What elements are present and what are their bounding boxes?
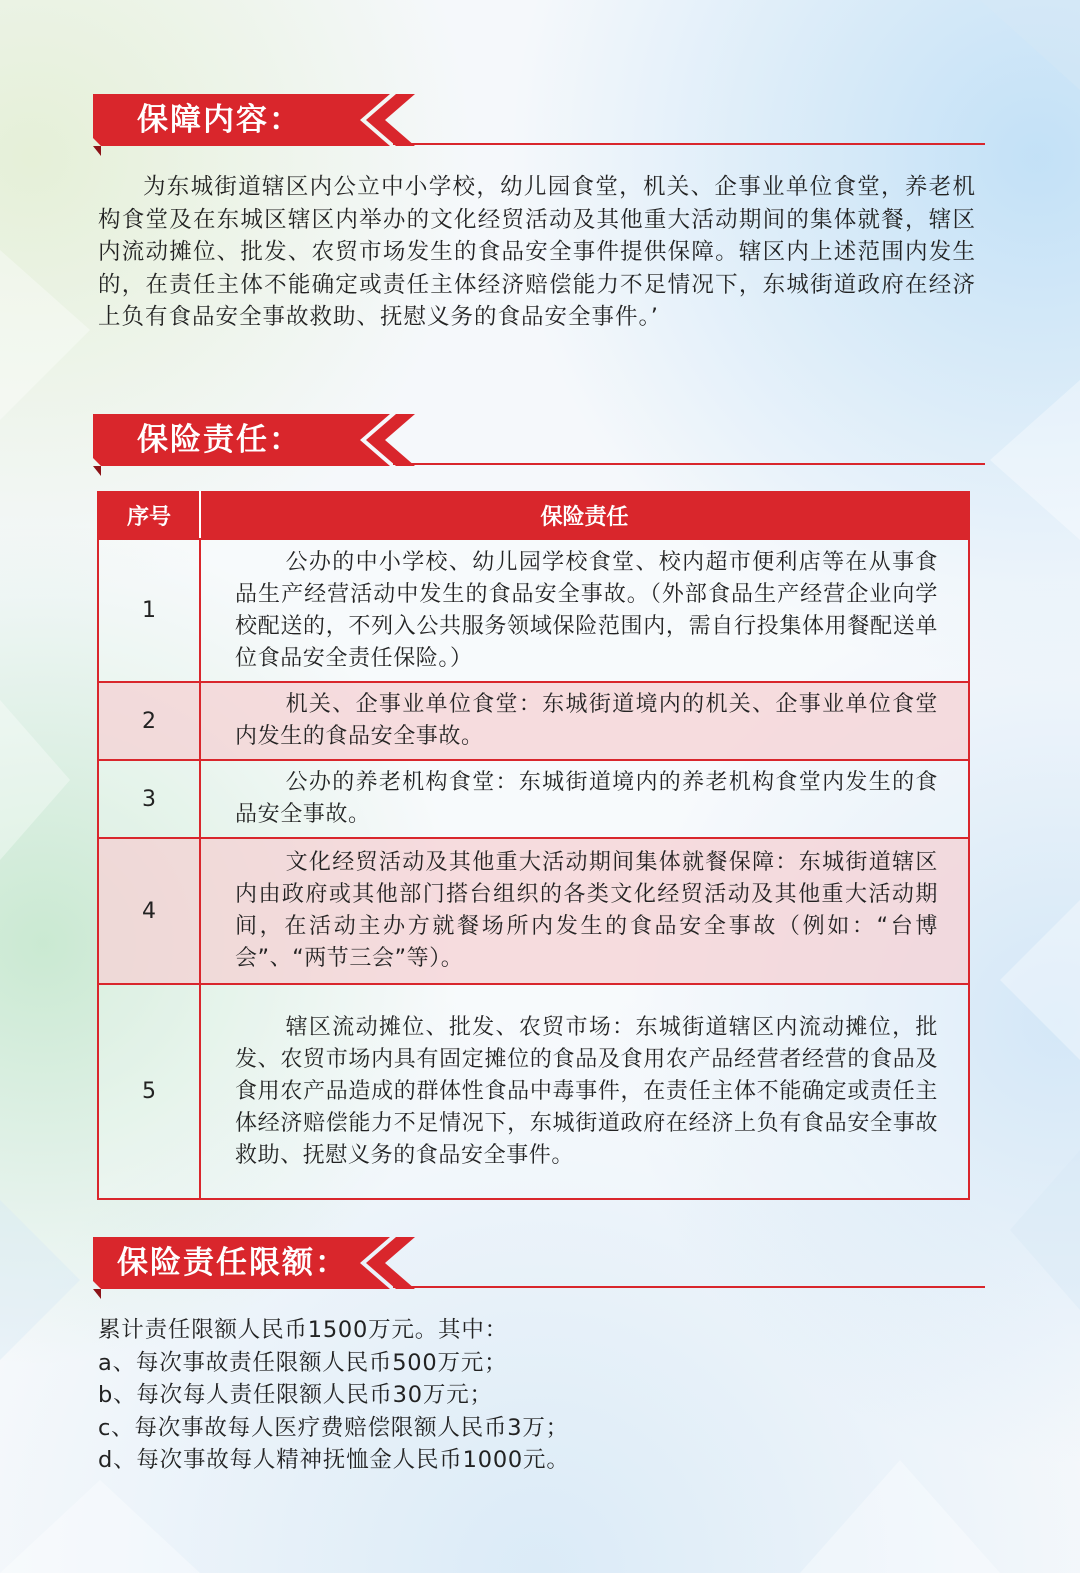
table-row	[98, 984, 969, 1199]
limits-line: d、每次事故每人精神抚恤金人民币1000元。	[98, 1447, 570, 1473]
limits-line: b、每次每人责任限额人民币30万元；	[98, 1382, 493, 1408]
coverage-title: 保障内容：	[137, 102, 302, 138]
row-description: 文化经贸活动及其他重大活动期间集体就餐保障：东城街道辖区内由政府或其他部门搭台组织的各类文化经贸活动及其他重大活动期间，在活动主办方就餐场所内发生的食品安全事故（例如：“台博会”、“两节三会”等）。	[200, 838, 969, 984]
table-row	[98, 539, 969, 682]
header-number: 序号	[98, 492, 200, 539]
row-description: 辖区流动摊位、批发、农贸市场：东城街道辖区内流动摊位，批发、农贸市场内具有固定摊位的食品及食用农产品经营者经营的食品及食用农产品造成的群体性食品中毒事件，在责任主体不能确定或责任主体经济赔偿能力不足情况下，东城街道政府在经济上负有食品安全事故救助、抚慰义务的食品安全事件。	[200, 984, 969, 1199]
coverage-header	[93, 94, 985, 156]
table-row	[98, 760, 969, 838]
liability-table	[97, 491, 970, 1200]
row-number: 5	[98, 984, 200, 1199]
row-number: 4	[98, 838, 200, 984]
table-row	[98, 838, 969, 984]
limits-line: a、每次事故责任限额人民币500万元；	[98, 1349, 508, 1376]
row-description: 公办的中小学校、幼儿园学校食堂、校内超市便利店等在从事食品生产经营活动中发生的食品安全事故。（外部食品生产经营企业向学校配送的，不列入公共服务领域保险范围内，需自行投集体用餐配送单位食品安全责任保险。）	[200, 539, 969, 682]
limits-title: 保险责任限额：	[117, 1245, 348, 1281]
row-number: 2	[98, 682, 200, 760]
liability-header	[93, 414, 985, 476]
limits-line: 累计责任限额人民币1500万元。其中：	[98, 1317, 508, 1343]
row-number: 3	[98, 760, 200, 838]
table-header-row	[98, 492, 969, 539]
header-liability: 保险责任	[200, 492, 969, 539]
limits-header	[93, 1237, 985, 1299]
row-description: 机关、企事业单位食堂：东城街道境内的机关、企事业单位食堂内发生的食品安全事故。	[200, 682, 969, 760]
row-description: 公办的养老机构食堂：东城街道境内的养老机构食堂内发生的食品安全事故。	[200, 760, 969, 838]
liability-title: 保险责任：	[137, 422, 302, 458]
limits-line: c、每次事故每人医疗费赔偿限额人民币3万；	[98, 1414, 569, 1441]
row-number: 1	[98, 539, 200, 682]
coverage-paragraph: 为东城街道辖区内公立中小学校，幼儿园食堂，机关、企事业单位食堂，养老机构食堂及在东城区辖区内举办的文化经贸活动及其他重大活动期间的集体就餐，辖区内流动摊位、批发、农贸市场发生的食品安全事件提供保障。辖区内上述范围内发生的，在责任主体不能确定或责任主体经济赔偿能力不足情况下，东城街道政府在经济上负有食品安全事故救助、抚慰义务的食品安全事件。’	[98, 174, 976, 330]
table-row	[98, 682, 969, 760]
limits-list	[98, 1314, 570, 1477]
